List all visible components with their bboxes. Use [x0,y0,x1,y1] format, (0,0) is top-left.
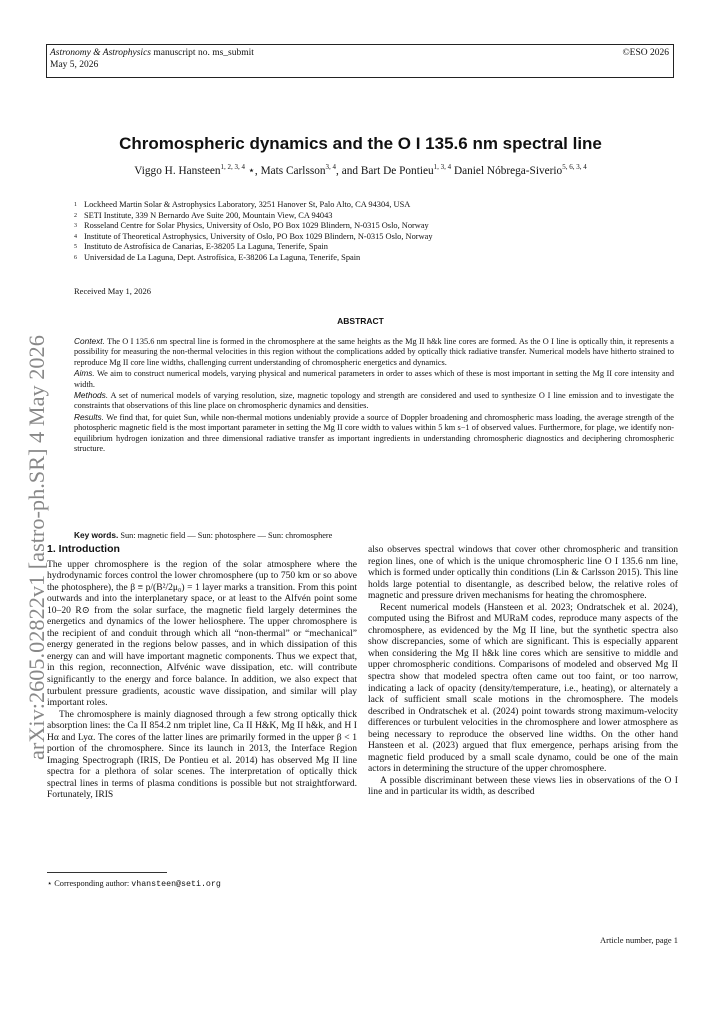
author-email: vhansteen@seti.org [131,880,221,889]
abstract-heading: ABSTRACT [337,316,384,326]
author-name: Mats Carlsson [260,165,326,177]
affiliation-number: 3 [74,223,77,230]
right-paragraphs [368,544,678,798]
abstract-methods [74,390,674,412]
left-column [47,544,357,801]
manuscript-id: manuscript no. ms_submit [150,48,254,58]
body-paragraph: The upper chromosphere is the region of the solar atmosphere where the hydrodynamic forces control the lower chromosphere (up to 750 km or so above the photosphere), the β ≡ p/(B²/2μ₀) = 1 layer marks a transition. From this point outwards and into the interplanetary space, or at least to the Alfvén point some 10–20 R⊙ from the solar surface, the magnetic field largely determines the energetics and dynamics of the lower heliosphere. The upper chromosphere is the recipient of and conduit through which all “non-thermal” or “mechanical” energy generated in the regions below passes, and in which dissipation of this energy can and will have important magnetic components. Thus we expect that, in this region, reconnection, Alfvénic wave dissipation, etc. will contribute significantly to the energy and force balance. In addition, we also expect that turbulent pressure gradients, acoustic wave dissipation, and similar will play important roles. [47,558,357,709]
abstract [74,336,674,454]
affiliation-item [74,211,674,222]
affiliation-text: Rosseland Centre for Solar Physics, University of Oslo, PO Box 1029 Blindern, N-0315 Oslo, Norway [84,221,429,231]
affiliation-number: 5 [74,244,77,251]
author-affiliation-marks: 3, 4 [325,163,337,172]
paper-title: Chromospheric dynamics and the O I 135.6 nm spectral line [119,134,602,153]
abstract-context [74,336,674,368]
keywords-text: Sun: magnetic field — Sun: photosphere — Sun: chromosphere [118,531,333,540]
results-text: We find that, for quiet Sun, while non-thermal motions undeniably provide a source of Doppler broadening and chromospheric mass loading, the average strength of the photospheric magnetic field is the most important parameter in setting the Mg II core width to values within 5 km s−1 of observed values. Furthermore, for plage, we identify non-equilibrium hydrogen ionization and three dimensional radiative transfer as important ingredients in understanding chromospheric diagnostics and deciphering chromospheric structure. [74,412,674,454]
affiliation-text: SETI Institute, 339 N Bernardo Ave Suite 200, Mountain View, CA 94043 [84,210,333,220]
affiliation-text: Universidad de La Laguna, Dept. Astrofísica, E-38206 La Laguna, Tenerife, Spain [84,252,361,262]
section-heading: 1. Introduction [47,543,120,555]
footnote-label: Corresponding author: [52,879,132,888]
body-paragraph: also observes spectral windows that cover other chromospheric and transition region lines, one of which is the unique chromospheric line O I 135.6 nm line, which is formed under optically thin conditions (Lin & Carlsson 2015). This line holds large potential to disentangle, as described below, the relative roles of magnetic and pressure driven mechanisms for heating the chromosphere. [368,544,678,602]
aims-text: We aim to construct numerical models, varying physical and numerical parameters in order to asses which of these is most important in setting the Mg II core intensity and width. [74,369,674,389]
affiliation-item [74,232,674,243]
page-number: Article number, page 1 [599,935,678,945]
abstract-results [74,412,674,455]
affiliation-number: 4 [74,233,77,240]
author-name: Viggo H. Hansteen [134,165,221,177]
affiliation-number: 2 [74,212,77,219]
corresponding-author-mark: ⋆ [245,165,255,177]
affiliation-number: 6 [74,254,77,261]
affiliations [74,200,674,264]
abstract-aims [74,368,674,390]
received-date: Received May 1, 2026 [74,286,151,296]
affiliation-text: Lockheed Martin Solar & Astrophysics Laboratory, 3251 Hanover St, Palo Alto, CA 94304, USA [84,200,411,209]
footnote-mark: ⋆ [47,879,53,888]
left-paragraphs [47,559,357,801]
running-header [46,44,674,78]
affiliation-item [74,200,674,211]
affiliation-item [74,242,674,253]
author-list: Viggo H. Hansteen$^{1, 2, 3, 4}$ ⋆, Mats Carlsson$^{3, 4}$, and Bart De Pontieu$^{1, 3, 4}$ Daniel Nóbrega-Siverio$^{5, 6, 3, 4}$ [134,163,587,177]
methods-text: A set of numerical models of varying resolution, size, magnetic topology and strength are considered and used to synthesize O I line emission and to investigate the constraints that observations of this line place on chromospheric dynamics and densities. [74,391,674,411]
context-text: The O I 135.6 nm spectral line is formed in the chromosphere at the same heights as the Mg II h&k line cores are formed. As the O I line is optically thin, it represents a possibility for measuring the non-thermal velocities in this region without the complications added by optically thick radiative transfer. Numerical models have hitherto strained to reproduce Mg II core line widths, challenging current understanding of chromospheric energetics and dynamics. [74,337,674,367]
context-label: Context. [74,336,105,346]
copyright: ©ESO 2026 [622,48,669,58]
methods-label: Methods. [74,390,109,401]
affiliation-item [74,221,674,232]
body-paragraph: The chromosphere is mainly diagnosed through a few strong optically thick absorption lines: the Ca II 854.2 nm triplet line, Ca II H&K, Mg II h&k, and H I Hα and Lyα. The cores of the latter lines are primarily formed in the upper β < 1 portion of the chromosphere. Since its launch in 2013, the Interface Region Imaging Spectrograph (IRIS, De Pontieu et al. 2014) has observed Mg II line spectra for a plethora of solar scenes. The interpretation of optically thick spectral lines in terms of plasma conditions is possible but not straightforward. Fortunately, IRIS [47,708,357,801]
body-paragraph: Recent numerical models (Hansteen et al. 2023; Ondratschek et al. 2024), computed using the Bifrost and MURaM codes, reproduce many aspects of the chromosphere, as evidenced by the Mg II line, but the synthetic spectra also show discrepancies, some of which are significant. This is especially apparent when considering the Mg II h&k line cores which are sensitive to middle and upper chromospheric conditions. Comparisons of modeled and observed Mg II spectra show that modeled spectra often came out too faint, or too narrow, indicating a lack of opacity (density/temperature, i.e., heating), or alternately a lack of sufficient small scale motions in the chromosphere. The models described in Ondratschek et al. (2024) point towards strong maximum-velocity differences or turbulent velocities in the chromosphere and lower atmosphere as being necessary to reproduce the observed line widths. On the other hand Hansteen et al. (2023) argued that flux emergence, perhaps arising from the magnetic field produced by a small scale dynamo, could be one of the main actors in determining the structure of the upper chromosphere. [368,601,678,775]
keywords [74,530,674,540]
arxiv-stamp-text: arXiv:2605.02822v1 [astro-ph.SR] 4 May 2026 [24,335,49,760]
affiliation-number: 1 [74,202,77,208]
author-name: Daniel Nóbrega-Siverio [453,165,563,177]
author-affiliation-marks: 1, 2, 3, 4 [220,163,246,172]
journal-line [50,47,670,59]
author-affiliation-marks: 1, 3, 4 [433,163,452,172]
right-column [368,544,678,798]
aims-label: Aims. [74,368,95,379]
author-name: Bart De Pontieu [360,165,434,177]
footnote-rule [47,872,167,873]
affiliation-item [74,253,674,264]
results-label: Results. [74,411,104,422]
header-date: May 5, 2026 [50,60,99,70]
journal-name: Astronomy & Astrophysics [50,48,151,58]
affiliation-text: Institute of Theoretical Astrophysics, University of Oslo, PO Box 1029 Blindern, N-0315 Oslo, Norway [84,231,433,241]
footnote [47,878,357,889]
affiliation-text: Instituto de Astrofísica de Canarias, E-38205 La Laguna, Tenerife, Spain [84,242,328,252]
keywords-label: Key words. [74,530,119,540]
body-paragraph: A possible discriminant between these views lies in observations of the O I line and in particular its width, as described [368,774,678,798]
author-affiliation-marks: 5, 6, 3, 4 [562,163,587,172]
